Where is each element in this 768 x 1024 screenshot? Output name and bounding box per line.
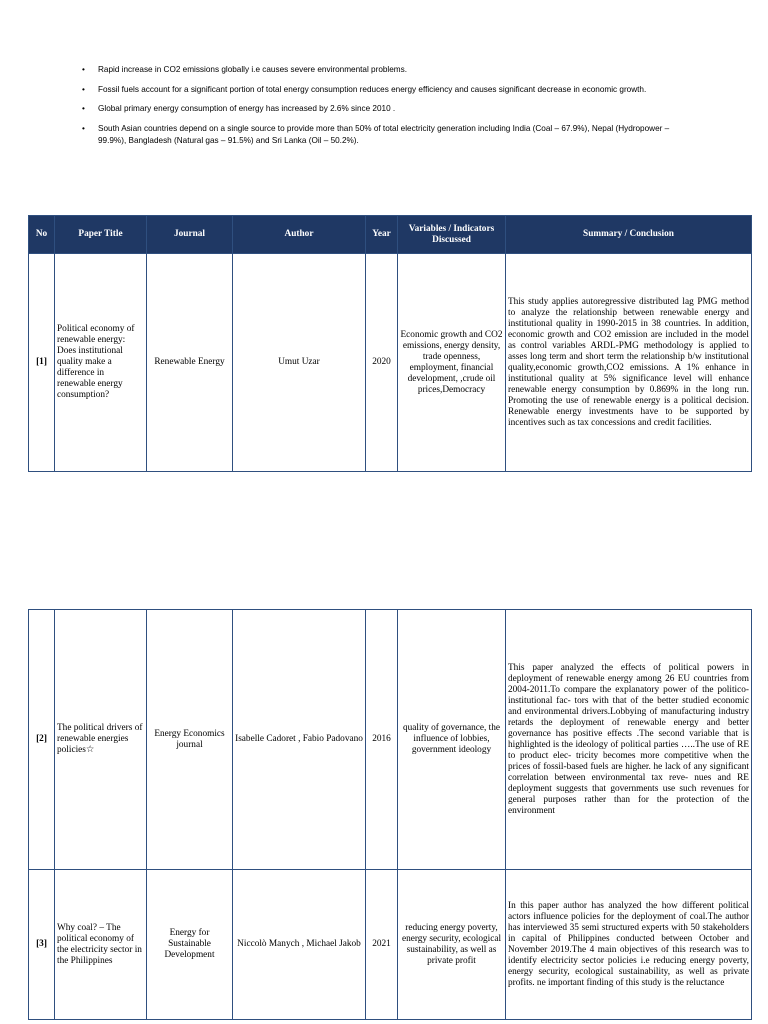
cell-year: 2020 — [366, 254, 398, 472]
bullet-item — [82, 84, 692, 96]
table-header-row — [29, 216, 752, 254]
cell-variables: reducing energy poverty, energy security, ecological sustainability, as well as private profit — [398, 870, 506, 1020]
cell-author: Isabelle Cadoret , Fabio Padovano — [233, 610, 366, 870]
header-year: Year — [366, 216, 398, 254]
bullet-marker: • — [82, 104, 85, 114]
cell-summary: This paper analyzed the effects of political powers in deployment of renewable energy among 26 EU countries from 2004-2011.To compare the explanatory power of the politico-institutional fac- tors with that of the better studied economic and environmental drivers.Lobbying of manufacturing industry retards the deployment of renewable energy and better governance has positive effects .The second variable that is highlighted is the ideology of political parties …..The use of RE to product elec- tricity becomes more competitive when the prices of fossil-based fuels are higher. he lack of any significant correlation between environmental tax reve- nues and RE deployment suggests that governments use such revenues for general purposes rather than for the protection of the environment — [506, 610, 752, 870]
literature-review-table-continued — [28, 609, 752, 1020]
cell-year: 2016 — [366, 610, 398, 870]
table-row — [29, 254, 752, 472]
bullet-text: Fossil fuels account for a significant portion of total energy consumption reduces energy efficiency and causes significant decrease in economic growth. — [98, 84, 647, 94]
cell-journal: Energy Economics journal — [147, 610, 233, 870]
table-row — [29, 610, 752, 870]
bullet-marker: • — [82, 84, 85, 94]
cell-journal: Renewable Energy — [147, 254, 233, 472]
cell-paper-title: Why coal? – The political economy of the electricity sector in the Philippines — [55, 870, 147, 1020]
cell-author: Niccolò Manych , Michael Jakob — [233, 870, 366, 1020]
cell-author: Umut Uzar — [233, 254, 366, 472]
cell-paper-title: Political economy of renewable energy: Does institutional quality make a difference in renewable energy consumption? — [55, 254, 147, 472]
bullet-item — [82, 64, 692, 76]
header-paper-title: Paper Title — [55, 216, 147, 254]
bullet-item — [82, 123, 692, 147]
bullet-marker: • — [82, 65, 85, 74]
header-author: Author — [233, 216, 366, 254]
cell-paper-title: The political drivers of renewable energies policies☆ — [55, 610, 147, 870]
literature-review-table — [28, 215, 752, 472]
cell-variables: Economic growth and CO2 emissions, energy density, trade openness, employment, financial development, ,crude oil prices,Democracy — [398, 254, 506, 472]
cell-variables: quality of governance, the influence of lobbies, government ideology — [398, 610, 506, 870]
cell-summary: This study applies autoregressive distributed lag PMG method to analyze the relationship between renewable energy and institutional quality in 1990-2015 in 38 countries. In addition, economic growth and CO2 emission are included in the model as control variables ARDL-PMG methodology is applied to asses long term and short term the relationship b/w institutional quality,economic growth,CO2 emissions. A 1% enhance in institutional quality at 5% significance level will enhance renewable energy consumption by 0.869% in the long run. Promoting the use of renewable energy is a political decision. Renewable energy investments have to be supported by incentives such as tax concessions and credit facilities. — [506, 254, 752, 472]
header-summary: Summary / Conclusion — [506, 216, 752, 254]
bullet-text: South Asian countries depend on a single source to provide more than 50% of total electricity generation including India (Coal – 67.9%), Nepal (Hydropower – 99.9%), Bangladesh (Natural gas – 91.5%) and Sri Lanka (Oil – 50.2%). — [98, 124, 670, 146]
cell-journal: Energy for Sustainable Development — [147, 870, 233, 1020]
cell-no: [2] — [29, 610, 55, 870]
cell-no: [3] — [29, 870, 55, 1020]
bullet-item — [82, 103, 692, 115]
header-variables: Variables / Indicators Discussed — [398, 216, 506, 254]
cell-no: [1] — [29, 254, 55, 472]
cell-summary: In this paper author has analyzed the how different political actors influence policies for the deployment of coal.The author has interviewed 35 semi structured experts with 50 stakeholders in capital of Philippines conducted between October and November 2019.The 4 main objectives of this research was to identify electricity sector policies i.e reducing energy poverty, energy security, ecological sustainability, as well as private profits. ne important finding of this study is the reluctance — [506, 870, 752, 1020]
header-no: No — [29, 216, 55, 254]
bullet-text: Rapid increase in CO2 emissions globally i.e causes severe environmental problems. — [98, 65, 407, 74]
cell-year: 2021 — [366, 870, 398, 1020]
bullet-text: Global primary energy consumption of energy has increased by 2.6% since 2010 . — [98, 104, 396, 114]
bullet-list — [82, 64, 692, 155]
table-row — [29, 870, 752, 1020]
header-journal: Journal — [147, 216, 233, 254]
bullet-marker: • — [82, 124, 85, 134]
